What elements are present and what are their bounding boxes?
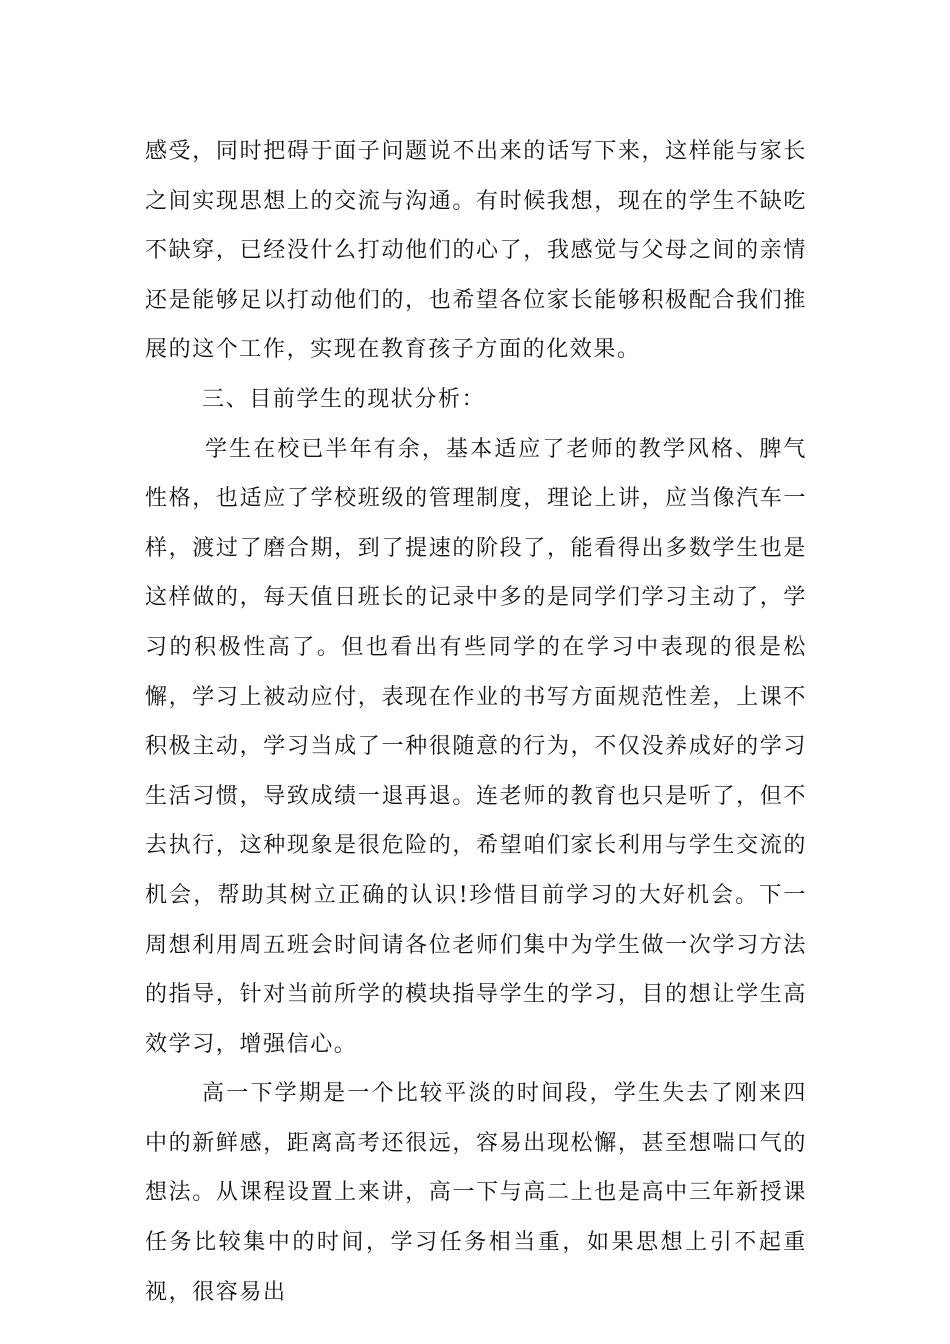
- section-heading-student-status: 三、目前学生的现状分析：: [202, 386, 486, 412]
- paragraph-student-status-analysis: 学生在校已半年有余，基本适应了老师的教学风格、脾气性格，也适应了学校班级的管理制度，理论上讲，应当像汽车一样，渡过了磨合期，到了提速的阶段了，能看得出多数学生也是这样做的，每天值日班长的记录中多的是同学们学习主动了，学习的积极性高了。但也看出有些同学的在学习中表现的很是松懈，学习上被动应付，表现在作业的书写方面规范性差，上课不积极主动，学习当成了一种很随意的行为，不仅没养成好的学习生活习惯，导致成绩一退再退。连老师的教育也只是听了，但不去执行，这种现象是很危险的，希望咱们家长利用与学生交流的机会，帮助其树立正确的认识!珍惜目前学习的大好机会。下一周想利用周五班会时间请各位老师们集中为学生做一次学习方法的指导，针对当前所学的模块指导学生的学习，目的想让学生高效学习，增强信心。: [145, 436, 807, 1057]
- paragraph-parent-communication: 感受，同时把碍于面子问题说不出来的话写下来，这样能与家长之间实现思想上的交流与沟通。有时候我想，现在的学生不缺吃不缺穿，已经没什么打动他们的心了，我感觉与父母之间的亲情还是能够足以打动他们的，也希望各位家长能够积极配合我们推展的这个工作，实现在教育孩子方面的化效果。: [145, 139, 807, 363]
- paragraph-second-semester: 高一下学期是一个比较平淡的时间段，学生失去了刚来四中的新鲜感，距离高考还很远，容易出现松懈，甚至想喘口气的想法。从课程设置上来讲，高一下与高二上也是高中三年新授课任务比较集中的时间，学习任务相当重，如果思想上引不起重视，很容易出: [145, 1081, 807, 1305]
- document-body: [145, 127, 807, 1317]
